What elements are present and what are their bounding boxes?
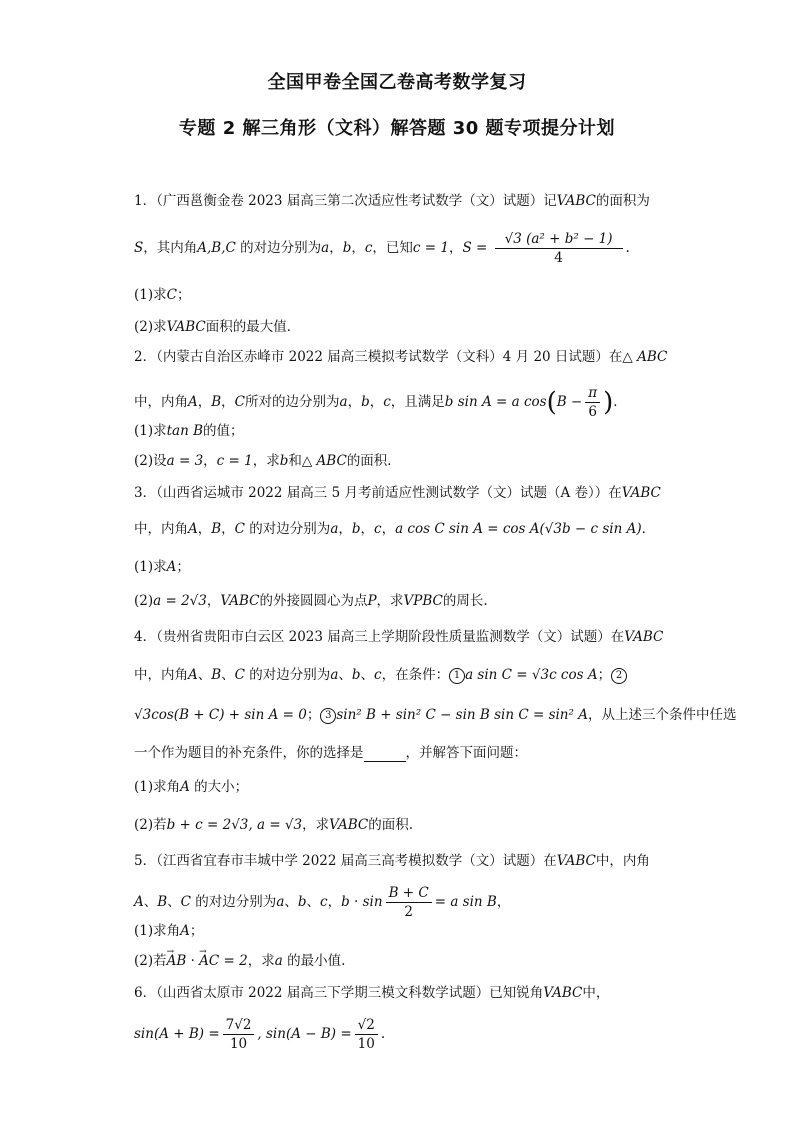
- problem-3-intro: 3．（山西省运城市 2022 届高三 5 月考前适应性测试数学（文）试题（A 卷））在VABC: [134, 485, 661, 501]
- fraction-root2-over-10: $\frac{√2}{10}$: [355, 1016, 378, 1053]
- vector-ab: → AB: [167, 952, 187, 970]
- problem-3-question-2: (2)a = 2√3，VABC的外接圆圆心为点P，求VPBC的周长.: [134, 593, 488, 609]
- problem-1-question-1: (1)求C；: [134, 287, 191, 303]
- problem-5-condition: A、B、C 的对边分别为a、b、c，b · sin $\frac{B + C}{2}$ = a sin B，: [134, 885, 511, 920]
- fraction-7root2-over-10: $\frac{7√2}{10}$: [223, 1016, 255, 1053]
- problem-1-intro: 1．（广西邕衡金卷 2023 届高三第二次适应性考试数学（文）试题）记VABC的面积为: [134, 193, 650, 209]
- problem-4-choice: 一个作为题目的补充条件，你的选择是 ，并解答下面问题：: [134, 745, 527, 761]
- problem-4-question-2: (2)若b + c = 2√3, a = √3，求VABC的面积.: [134, 817, 414, 833]
- problem-6-condition: sin(A + B) = $\frac{7√2}{10}$ , sin(A − B) = $\frac{√2}{10}$ .: [134, 1017, 386, 1052]
- half-angle-fraction: $\frac{B + C}{2}$: [386, 884, 432, 921]
- problem-6-intro: 6．（山西省太原市 2022 届高三下学期三模文科数学试题）已知锐角VABC中，: [134, 985, 610, 1001]
- problem-4-condition: 中，内角A、B、C 的对边分别为a、b、c，在条件： 1 a sin C = √3c cos A； 2: [134, 666, 664, 684]
- area-fraction: $\frac{\text{√3 (a² + b² − 1)}}{4}$: [495, 230, 623, 267]
- problem-4-intro: 4．（贵州省贵阳市白云区 2023 届高三上学期阶段性质量监测数学（文）试题）在VABC: [134, 629, 664, 645]
- problem-2-intro: 2．（内蒙古自治区赤峰市 2022 届高三模拟考试数学（文科）4 月 20 日试题）在△ ABC: [134, 349, 668, 365]
- problem-1-condition: S，其内角A,B,C 的对边分别为a，b，c，已知c = 1，S = $\frac{\text{√3 (a² + b² − 1)}}{4}$ .: [134, 231, 630, 266]
- problem-5-question-2: (2)若→ AB · → AC = 2，求a 的最小值.: [134, 952, 664, 970]
- problem-5-intro: 5．（江西省宜春市丰城中学 2022 届高三高考模拟数学（文）试题）在VABC中，内角: [134, 853, 650, 869]
- answer-blank: [364, 747, 406, 762]
- problem-4-question-1: (1)求角A 的大小；: [134, 779, 249, 795]
- circled-number-1: 1: [449, 668, 465, 684]
- problem-2-question-1: (1)求tan B的值；: [134, 423, 244, 439]
- document-title: 全国甲卷全国乙卷高考数学复习: [267, 72, 527, 93]
- problem-2-condition: 中，内角A，B，C所对的边分别为a，b，c，且满足b sin A = a cos(B − $\frac{\pi}{6}$ )．: [134, 385, 627, 420]
- problem-2-question-2: (2)设a = 3，c = 1，求b和△ ABC的面积．: [134, 453, 401, 469]
- pi-over-6-fraction: $\frac{\pi}{6}$: [585, 384, 600, 421]
- circled-number-2: 2: [611, 668, 627, 684]
- vector-ac: → AC: [199, 952, 219, 970]
- problem-3-question-1: (1)求A；: [134, 559, 190, 575]
- document-subtitle: 专题 2 解三角形（文科）解答题 30 题专项提分计划: [178, 118, 616, 139]
- problem-5-question-1: (1)求角A；: [134, 923, 204, 939]
- circled-number-3: 3: [320, 708, 336, 724]
- problem-1-question-2: (2)求VABC面积的最大值．: [134, 319, 301, 335]
- problem-3-condition: 中，内角A，B，C 的对边分别为a，b，c，a cos C sin A = cos A(√3b − c sin A)．: [134, 521, 656, 537]
- problem-4-conditions-cont: √3cos(B + C) + sin A = 0； 3 sin² B + sin² C − sin B sin C = sin² A，从上述三个条件中任选: [134, 707, 737, 723]
